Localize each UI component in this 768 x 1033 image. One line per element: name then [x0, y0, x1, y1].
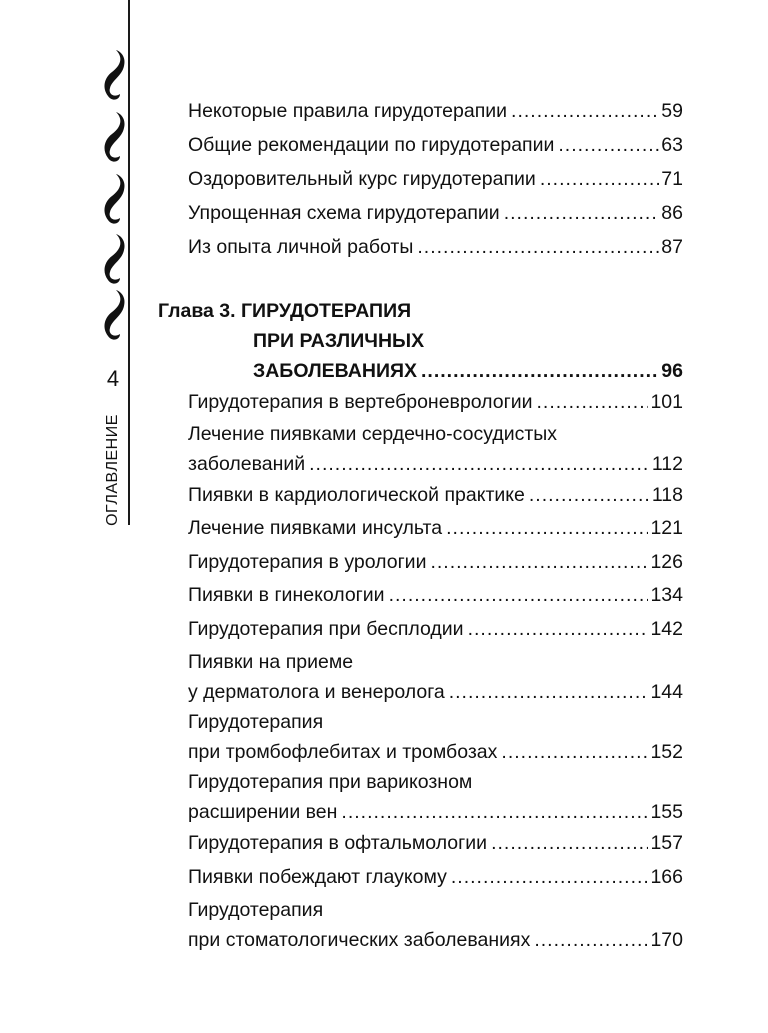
- toc-entry-title: Гирудотерапия при бесплодии: [188, 618, 464, 640]
- toc-entry-title: Пиявки побеждают глаукому: [188, 866, 447, 888]
- toc-entry-page: 59: [661, 100, 683, 122]
- toc-entry-title: Из опыта личной работы: [188, 236, 414, 258]
- toc-entry[interactable]: [188, 547, 683, 577]
- leech-ornament-icon: [94, 232, 128, 288]
- toc-entry[interactable]: [188, 580, 683, 610]
- toc-leader-dots: [504, 198, 660, 228]
- toc-leader-dots: [468, 614, 649, 644]
- section-label: ОГЛАВЛЕНИЕ: [104, 414, 121, 526]
- toc-entry[interactable]: [188, 513, 683, 543]
- leech-ornaments: [94, 48, 128, 348]
- toc-entry-title: Пиявки в кардиологической практике: [188, 484, 525, 506]
- toc-entry-title: Лечение пиявками инсульта: [188, 517, 443, 539]
- toc-leader-dots: [449, 677, 649, 707]
- toc-entry-page: 134: [650, 584, 683, 606]
- toc-entry-title: Гирудотерапия: [188, 711, 324, 733]
- toc-leader-dots: [511, 96, 659, 126]
- toc-entry-title: Гирудотерапия в урологии: [188, 551, 427, 573]
- toc-entry-title: Пиявки на приеме: [188, 651, 354, 673]
- toc-leader-dots: [309, 449, 650, 479]
- toc-leader-dots: [558, 130, 659, 160]
- toc-entry-page: 144: [650, 681, 683, 703]
- toc-entry[interactable]: [188, 96, 683, 126]
- toc-leader-dots: [430, 547, 648, 577]
- toc-leader-dots: [389, 580, 649, 610]
- toc-entry-title-cont: при тромбофлебитах и тромбозах: [188, 741, 498, 763]
- toc-leader-dots: [451, 862, 649, 892]
- toc-entry[interactable]: [188, 198, 683, 228]
- toc-entry-page: 63: [661, 134, 683, 156]
- chapter-heading[interactable]: [158, 296, 683, 386]
- toc-entry-page: 118: [651, 484, 683, 506]
- leech-ornament-icon: [94, 48, 128, 104]
- toc-entry-title: Оздоровительный курс гирудотерапии: [188, 168, 536, 190]
- toc-leader-dots: [446, 513, 648, 543]
- toc-entry[interactable]: [188, 480, 683, 510]
- toc-entry[interactable]: [188, 862, 683, 892]
- toc-leader-dots: [529, 480, 650, 510]
- toc-entry-page: 101: [650, 391, 683, 413]
- toc-entry[interactable]: [188, 828, 683, 858]
- toc-leader-dots: [491, 828, 648, 858]
- toc-entry-page: 121: [650, 517, 683, 539]
- toc-entry-title: Гирудотерапия: [188, 899, 324, 921]
- toc-entry[interactable]: [188, 647, 683, 707]
- toc-entry-title: Гирудотерапия в офтальмологии: [188, 832, 488, 854]
- toc-entry[interactable]: [188, 767, 683, 827]
- chapter-title-line-1: ГИРУДОТЕРАПИЯ: [241, 300, 412, 322]
- toc-entry-title: Лечение пиявками сердечно-сосудистых: [188, 423, 558, 445]
- chapter-label: Глава 3.: [158, 300, 236, 322]
- toc-entry-title: Упрощенная схема гирудотерапии: [188, 202, 500, 224]
- toc-entry[interactable]: [188, 707, 683, 767]
- leech-ornament-icon: [94, 110, 128, 166]
- toc-entry-page: 71: [661, 168, 683, 190]
- toc-entry[interactable]: [188, 232, 683, 262]
- toc-leader-dots: [534, 925, 648, 955]
- toc-entry-page: 170: [650, 929, 683, 951]
- margin-rule: [128, 0, 130, 525]
- toc-entry-page: 87: [661, 236, 683, 258]
- toc-entry-title: Общие рекомендации по гирудотерапии: [188, 134, 555, 156]
- toc-entry[interactable]: [188, 387, 683, 417]
- chapter-title-line-2: ПРИ РАЗЛИЧНЫХ: [253, 330, 425, 352]
- toc-leader-dots: [501, 737, 648, 767]
- chapter-page: 96: [661, 360, 683, 382]
- toc-leader-dots: [540, 164, 659, 194]
- toc-entry-page: 142: [650, 618, 683, 640]
- toc-leader-dots: [341, 797, 648, 827]
- toc-entry[interactable]: [188, 614, 683, 644]
- toc-entry-title-cont: у дерматолога и венеролога: [188, 681, 445, 703]
- toc-entry-title: Пиявки в гинекологии: [188, 584, 385, 606]
- chapter-title-line-3: ЗАБОЛЕВАНИЯХ: [253, 360, 417, 382]
- toc-entry-page: 157: [650, 832, 683, 854]
- page-number: 4: [106, 366, 120, 391]
- leech-ornament-icon: [94, 172, 128, 228]
- toc-entry-title: Некоторые правила гирудотерапии: [188, 100, 508, 122]
- toc-entry[interactable]: [188, 130, 683, 160]
- toc-leader-dots: [421, 356, 657, 386]
- toc-entry-page: 166: [650, 866, 683, 888]
- toc-entry[interactable]: [188, 895, 683, 955]
- toc-entry-page: 152: [650, 741, 683, 763]
- toc-leader-dots: [537, 387, 649, 417]
- toc-entry[interactable]: [188, 419, 683, 479]
- toc-leader-dots: [417, 232, 659, 262]
- toc-entry-page: 86: [661, 202, 683, 224]
- toc-entry-page: 155: [650, 801, 683, 823]
- toc-entry-title-cont: при стоматологических заболеваниях: [188, 929, 531, 951]
- toc-entry-page: 112: [651, 453, 683, 475]
- toc-entry-page: 126: [650, 551, 683, 573]
- toc-entry-title: Гирудотерапия при варикозном: [188, 771, 473, 793]
- toc-entry-title-cont: расширении вен: [188, 801, 338, 823]
- toc-entry-title-cont: заболеваний: [188, 453, 306, 475]
- toc-entry[interactable]: [188, 164, 683, 194]
- toc-entry-title: Гирудотерапия в вертеброневрологии: [188, 391, 533, 413]
- leech-ornament-icon: [94, 288, 128, 344]
